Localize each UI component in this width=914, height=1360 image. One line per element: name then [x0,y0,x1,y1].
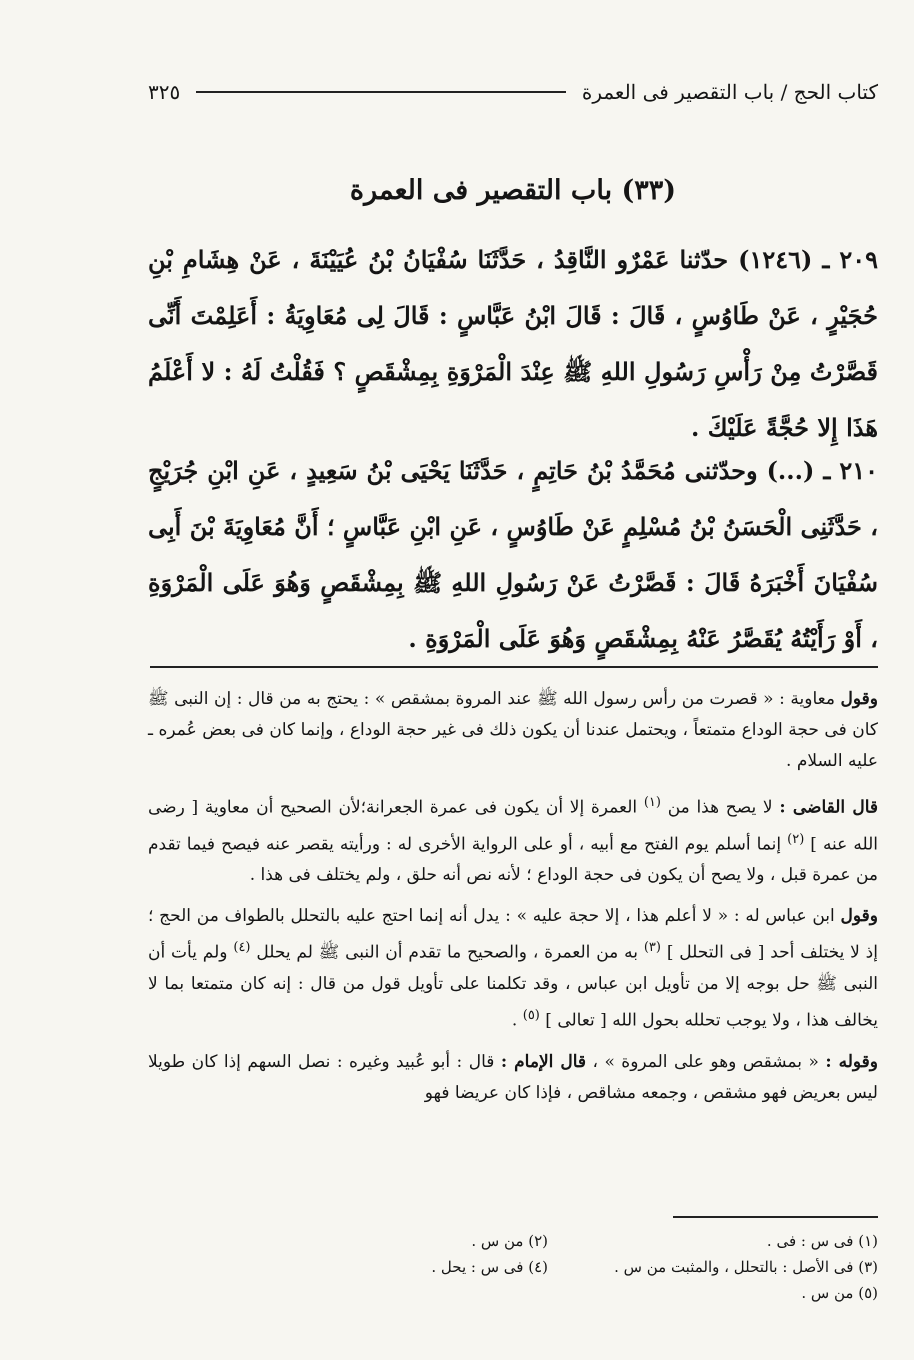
footnotes [148,1228,878,1306]
commentary-paragraph [148,684,878,777]
hadith-209 [148,232,878,456]
section-divider [150,666,878,668]
hadith-number: ٢٠٩ ـ [822,245,879,274]
paragraph-text: لا يصح هذا من [667,797,773,818]
footnote-ref: (٣) [643,940,661,956]
commentary-paragraph [148,901,878,1036]
paragraph-text: العمرة إلا أن يكون فى عمرة الجعرانة؛لأن الصحيح أن معاوية [ رضى الله عنه ] [148,797,878,855]
paragraph-lead: وقول [840,689,878,709]
paragraph-text: معاوية : « قصرت من رأس رسول الله ﷺ عند المروة بمشقص » : يحتج به من قال : إن النبى ﷺ كان فى حجة الوداع متمتعاً ، ويحتمل عندنا أن يكون ذلك فى غير حجة الوداع ، وإنما كان فى بعض عُمره ـ عليه السلام . [148,689,878,771]
paragraph-text: . [511,1010,518,1031]
paragraph-lead: وقوله : [825,1051,878,1072]
paragraph-lead: وقول [840,906,879,927]
paragraph-text: إنما أسلم يوم الفتح مع أبيه ، أو على الرواية الأخرى له : ورأيته يقصر عنه فيصح فيما تقدم من عمرة قبل ، ولا يصح أن يكون فى حجة الوداع ؛ لأنه نص أنه حلق ، ولم يختلف فى هذا . [148,834,878,886]
footnote-divider [673,1216,878,1218]
chapter-title: (٣٣) باب التقصير فى العمرة [349,175,677,206]
header-rule [196,91,566,93]
footnote: (٣) فى الأصل : بالتحلل ، والمثبت من س . [614,1258,878,1276]
hadith-number: ٢١٠ ـ [823,456,878,485]
hadith-text: (١٢٤٦) حدّثنا عَمْرٌو النَّاقِدُ ، حَدَّثَنَا سُفْيَانُ بْنُ عُيَيْنَةَ ، عَنْ هِشَامِ بْنِ حُجَيْرٍ ، عَنْ طَاوُسٍ ، قَالَ : قَالَ ابْنُ عَبَّاسٍ : قَالَ لِى مُعَاوِيَةُ : أَعَلِمْتَ أَنِّى قَصَّرْتُ مِنْ رَأْسِ رَسُولِ اللهِ ﷺ عِنْدَ الْمَرْوَةِ بِمِشْقَصٍ ؟ فَقُلْتُ لَهُ : لا أَعْلَمُ هَذَا إِلا حُجَّةً عَلَيْكَ . [148,245,878,442]
commentary-paragraph [148,787,878,891]
footnote: (٤) فى س : يحل . [431,1258,548,1276]
running-title: كتاب الحج / باب التقصير فى العمرة [581,80,878,104]
footnote-ref: (٤) [233,940,251,956]
footnote: (٢) من س . [471,1232,548,1250]
footnote-ref: (١) [643,795,661,810]
paragraph-text: ولم يأت أن النبى ﷺ حل بوجه إلا من تأويل ابن عباس ، وقد تكلمنا على تأويل قول من قال : إنه كان متمتعا بما لا يخالف هذا ، ولا يوجب تحلله بحول الله [ تعالى ] [148,942,878,1031]
paragraph-lead: قال القاضى : [779,797,879,818]
footnote: (٥) من س . [801,1284,878,1302]
hadith-text: (...) وحدّثنى مُحَمَّدُ بْنُ حَاتِمٍ ، حَدَّثَنَا يَحْيَى بْنُ سَعِيدٍ ، عَنِ ابْنِ جُرَيْجٍ ، حَدَّثَنِى الْحَسَنُ بْنُ مُسْلِمٍ عَنْ طَاوُسٍ ، عَنِ ابْنِ عَبَّاسٍ ؛ أَنَّ مُعَاوِيَةَ بْنَ أَبِى سُفْيَانَ أَخْبَرَهُ قَالَ : قَصَّرْتُ عَنْ رَسُولِ اللهِ ﷺ بِمِشْقَصٍ وَهُوَ عَلَى الْمَرْوَةِ ، أَوْ رَأَيْتُهُ يُقَصَّرُ عَنْهُ بِمِشْقَصٍ وَهُوَ عَلَى الْمَرْوَةِ . [148,456,878,653]
paragraph-text: ابن عباس له : « لا أعلم هذا ، إلا حجة عليه » : يدل أنه إنما احتج عليه بالتحلل بالطواف من الحج ؛ إذ لا يختلف أحد [ فى التحلل ] [148,906,878,963]
footnote-row [148,1228,878,1254]
commentary [148,684,878,1119]
paragraph-text: « بمشقص وهو على المروة » ، [592,1051,819,1072]
footnote-ref: (٥) [522,1007,540,1023]
page-number: ٣٢٥ [148,80,181,104]
footnote-ref: (٢) [787,831,805,847]
footnote-row [148,1254,878,1280]
paragraph-text: قال : أبو عُبيد وغيره : نصل السهم إذا كان طويلا ليس بعريض فهو مشقص ، وجمعه مشاقص ، فإذا كان عريضا فهو [148,1051,878,1103]
paragraph-text: به من العمرة ، والصحيح ما تقدم أن النبى ﷺ لم يحلل [256,942,638,963]
running-header [148,72,878,112]
hadith-210 [148,443,878,667]
footnote: (١) فى س : فى . [766,1232,878,1250]
commentary-paragraph [148,1047,878,1109]
footnote-row [148,1280,878,1306]
paragraph-lead: قال الإمام : [500,1051,587,1072]
